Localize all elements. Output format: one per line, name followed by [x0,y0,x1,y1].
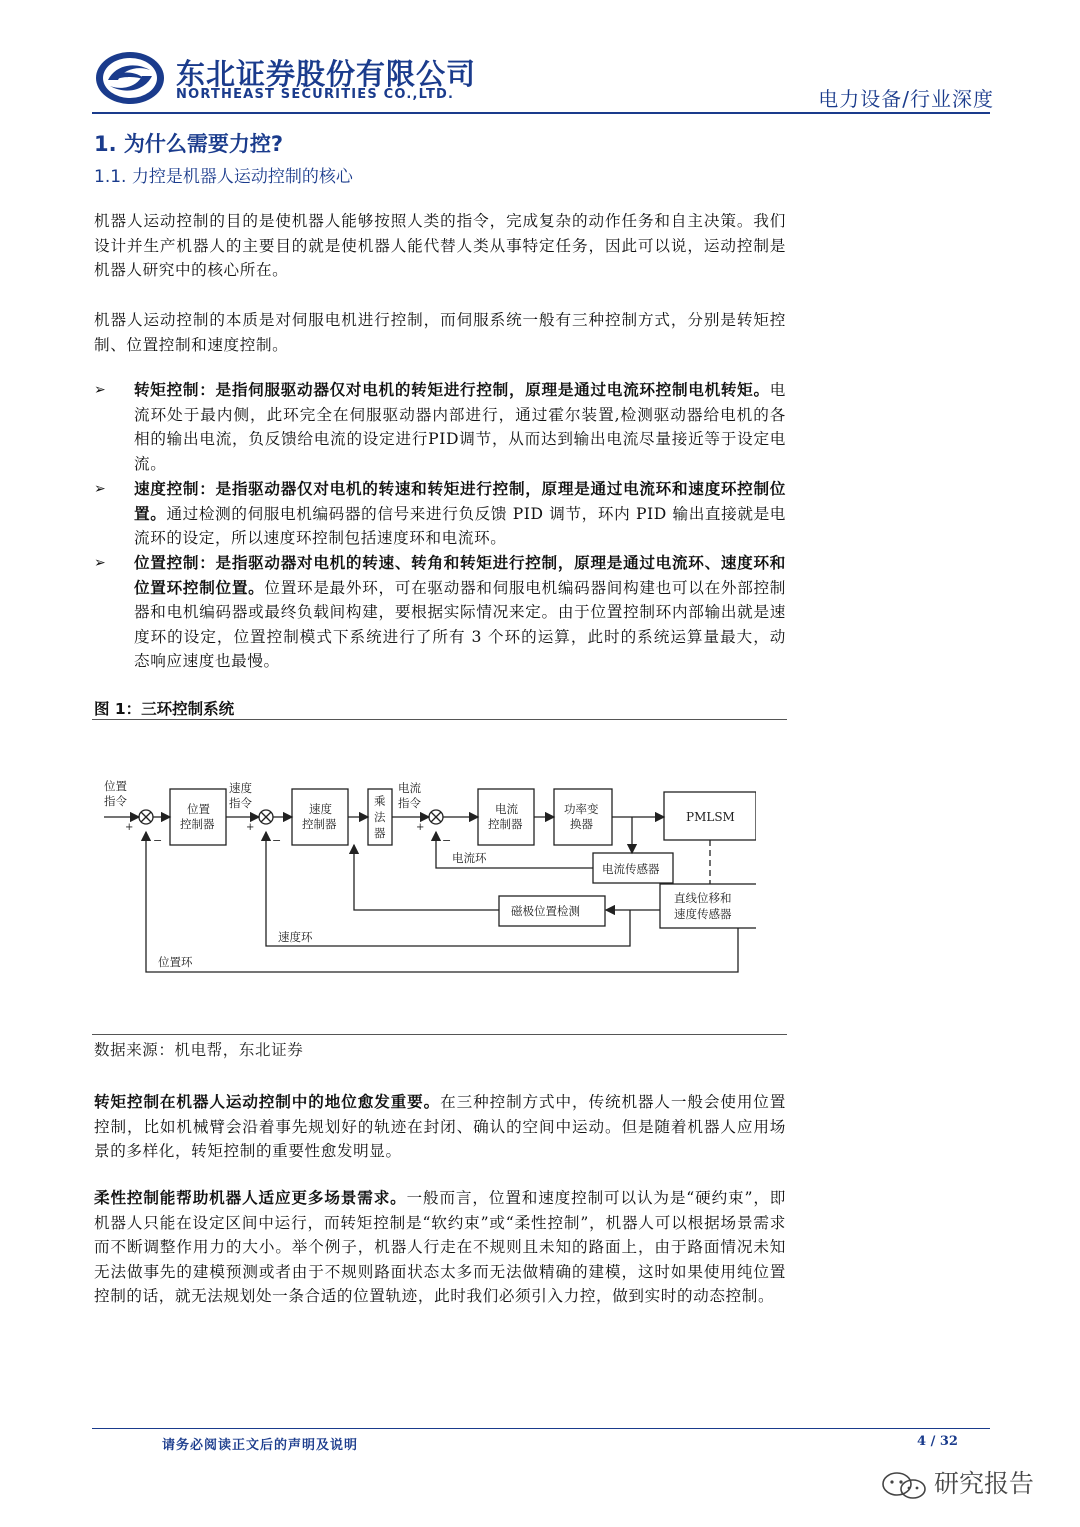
subsection-heading: 1.1. 力控是机器人运动控制的核心 [94,167,353,187]
bullet-body: 电流环处于最内侧，此环完全在伺服驱动器内部进行，通过霍尔装置,检测驱动器给电机的各相的输出电流，负反馈给电流的设定进行PID调节，从而达到输出电流尽量接近等于设定电流。 [134,381,786,473]
label-spd-ctrl: 控制器 [302,817,337,831]
bullet-bold-lead: 位置控制：是指驱动器对电机的转速、转角和转矩进行控制，原理是通过电流环、速度环和位置环控制位置。 [134,554,786,597]
bullet-speed-control [94,477,786,551]
company-name-en: NORTHEAST SECURITIES CO.,LTD. [176,87,455,102]
bullet-bold-lead: 速度控制：是指驱动器仅对电机的转速和转矩进行控制，原理是通过电流环和速度环控制位置。 [134,480,786,523]
bullet-body: 通过检测的伺服电机编码器的信号来进行负反馈 PID 调节，环内 PID 输出直接就是电流环的设定，所以速度环控制包括速度环和电流环。 [134,504,787,547]
label-multiplier: 器 [374,826,386,840]
label-cur-ctrl: 控制器 [488,817,523,831]
paragraph-bold-lead: 转矩控制在机器人运动控制中的地位愈发重要。 [94,1093,441,1111]
bullet-position-control [94,551,786,674]
paragraph-torque-importance [94,1090,786,1164]
label-pos-ctrl: 位置 [187,802,210,816]
arrow-bullet-icon: ➢ [94,555,107,571]
label-speed-loop: 速度环 [278,930,313,944]
label-pos-cmd: 指令 [104,794,127,808]
figure-title: 图 1：三环控制系统 [94,700,235,718]
label-cur-ctrl: 电流 [495,802,518,816]
label-linear-sensor: 直线位移和 [674,891,732,905]
label-pos-ctrl: 控制器 [180,817,215,831]
arrow-bullet-icon: ➢ [94,481,107,497]
wechat-icon [880,1471,930,1501]
label-motor: PMLSM [686,810,735,824]
label-cur-cmd: 电流 [398,781,421,795]
label-spd-ctrl: 速度 [309,802,332,816]
label-linear-sensor: 速度传感器 [674,907,732,921]
label-plus: + [125,822,134,833]
label-cur-cmd: 指令 [398,796,421,810]
report-category: 电力设备/行业深度 [818,87,994,111]
paragraph-servo: 机器人运动控制的本质是对伺服电机进行控制，而伺服系统一般有三种控制方式，分别是转矩控制、位置控制和速度控制。 [94,311,786,354]
section-heading: 1. 为什么需要力控? [94,132,284,156]
label-pos-cmd: 位置 [104,779,127,793]
label-plus: + [416,822,425,833]
paragraph-intro: 机器人运动控制的目的是使机器人能够按照人类的指令，完成复杂的动作任务和自主决策。我们设计并生产机器人的主要目的就是使机器人能代替人类从事特定任务，因此可以说，运动控制是机器人研究中的核心所在。 [94,212,786,279]
paragraph-bold-lead: 柔性控制能帮助机器人适应更多场景需求。 [94,1189,407,1207]
three-loop-control-diagram [96,772,756,982]
company-name-cn: 东北证券股份有限公司 [176,57,477,91]
paragraph-flexible-control [94,1186,786,1309]
arrow-bullet-icon: ➢ [94,382,107,398]
paragraph-body: 一般而言，位置和速度控制可以认为是“硬约束”，即机器人只能在设定区间中运行，而转矩控制是“软约束”或“柔性控制”，机器人可以根据场景需求而不断调整作用力的大小。举个例子，机器人行走在不规则且未知的路面上，由于路面情况未知无法做事先的建模预测或者由于不规则路面状态太多而无法做精确的建模，这时如果使用纯位置控制的话，就无法规划处一条合适的位置轨迹，此时我们必须引入力控，做到实时的动态控制。 [94,1189,786,1305]
paragraph-body: 在三种控制方式中，传统机器人一般会使用位置控制，比如机械臂会沿着事先规划好的轨迹在封闭、确认的空间中运动。但是随着机器人应用场景的多样化，转矩控制的重要性愈发明显。 [94,1093,786,1160]
bullet-body: 位置环是最外环，可在驱动器和伺服电机编码器间构建也可以在外部控制器和电机编码器或最终负载间构建，要根据实际情况来定。由于位置控制环内部输出就是速度环的设定，位置控制模式下系统进行了所有 3 个环的运算，此时的系统运算量最大，动态响应速度也最慢。 [134,578,786,670]
bullet-bold-lead: 转矩控制：是指伺服驱动器仅对电机的转矩进行控制，原理是通过电流环控制电机转矩。 [134,381,770,399]
label-power-converter: 换器 [570,817,593,831]
label-multiplier: 法 [374,810,386,824]
label-mag-detect: 磁极位置检测 [511,904,580,918]
company-logo [94,50,166,106]
footer-divider [92,1428,990,1429]
label-multiplier: 乘 [374,794,386,808]
footer-notice: 请务必阅读正文后的声明及说明 [162,1438,359,1453]
label-position-loop: 位置环 [158,955,193,969]
label-spd-cmd: 速度 [229,781,252,795]
header-divider [92,112,990,114]
figure-top-rule [92,719,787,720]
watermark-text: 研究报告 [934,1469,1035,1498]
label-minus: − [153,834,163,847]
label-power-converter: 功率变 [564,802,599,816]
label-minus: − [442,834,452,847]
figure-source: 数据来源：机电帮，东北证券 [94,1041,304,1059]
figure-bottom-rule [92,1034,787,1035]
label-plus: + [246,822,255,833]
label-current-sensor: 电流传感器 [602,862,660,876]
label-current-loop: 电流环 [452,851,487,865]
label-minus: − [272,834,282,847]
bullet-torque-control [94,378,786,476]
page-number: 4 / 32 [917,1434,958,1449]
label-spd-cmd: 指令 [229,796,252,810]
